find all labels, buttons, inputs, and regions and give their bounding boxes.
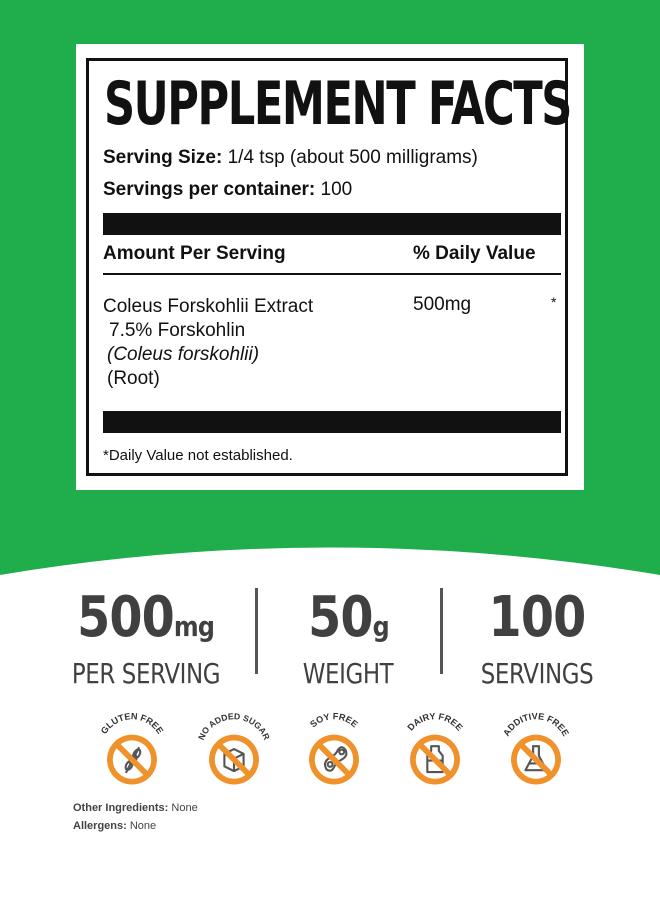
gluten-free-badge [84, 702, 180, 798]
daily-value-header: % Daily Value [413, 243, 536, 264]
amount-per-serving-header: Amount Per Serving [103, 243, 286, 264]
stat-label: WEIGHT [302, 657, 394, 690]
badge-label: NO ADDED SUGAR [196, 711, 272, 742]
servings-label: Servings per container: [103, 179, 316, 200]
stat-number: 50g [307, 585, 389, 650]
stat-number: 100 [488, 585, 586, 650]
servings-row [103, 179, 352, 201]
serving-size-label: Serving Size: [103, 147, 223, 168]
soy-free-badge [286, 702, 382, 798]
allergens-label: Allergens: [73, 820, 127, 832]
additive-free-badge [488, 702, 584, 798]
header-rule [103, 273, 561, 275]
allergens-row [73, 820, 156, 832]
svg-text:ADDITIVE FREE [501, 711, 571, 738]
daily-value-footnote: *Daily Value not established. [103, 447, 293, 464]
stat-weight [248, 586, 448, 690]
ingredient-name: Coleus Forskohlii Extract [103, 296, 314, 317]
stat-number: 500mg [77, 585, 215, 650]
thick-divider-bottom [103, 411, 561, 433]
dairy-free-badge [387, 702, 483, 798]
other-ingredients-row [73, 802, 198, 814]
stat-label: PER SERVING [71, 657, 221, 690]
other-ingredients-value: None [171, 802, 198, 814]
svg-text:GLUTEN FREE [99, 711, 166, 736]
badge-label: ADDITIVE FREE [501, 711, 571, 738]
stat-servings [437, 586, 637, 690]
ingredient-latin-name: (Coleus forskohlii) [107, 344, 260, 365]
badge-label: GLUTEN FREE [98, 711, 166, 736]
supplement-facts-panel [76, 44, 584, 490]
no-added-sugar-badge [186, 702, 282, 798]
ingredient-dv: * [551, 294, 557, 310]
thick-divider-top [103, 213, 561, 235]
stat-per-serving [46, 586, 246, 690]
other-ingredients-label: Other Ingredients: [73, 802, 169, 814]
stat-label: SERVINGS [480, 657, 594, 690]
serving-size-row [103, 147, 478, 169]
ingredient-part: (Root) [107, 368, 160, 389]
ingredient-amount: 500mg [413, 294, 472, 315]
svg-text:DAIRY FREE [405, 711, 464, 732]
facts-title: SUPPLEMENT FACTS [104, 69, 571, 139]
svg-text:SOY FREE [308, 711, 360, 729]
serving-size-value: 1/4 tsp (about 500 milligrams) [227, 147, 478, 168]
badge-label: DAIRY FREE [405, 711, 465, 733]
badge-label: SOY FREE [308, 711, 360, 730]
allergens-value: None [129, 820, 157, 832]
servings-value: 100 [320, 179, 353, 200]
ingredient-standardization: 7.5% Forskohlin [109, 320, 246, 341]
facts-border [86, 58, 571, 476]
